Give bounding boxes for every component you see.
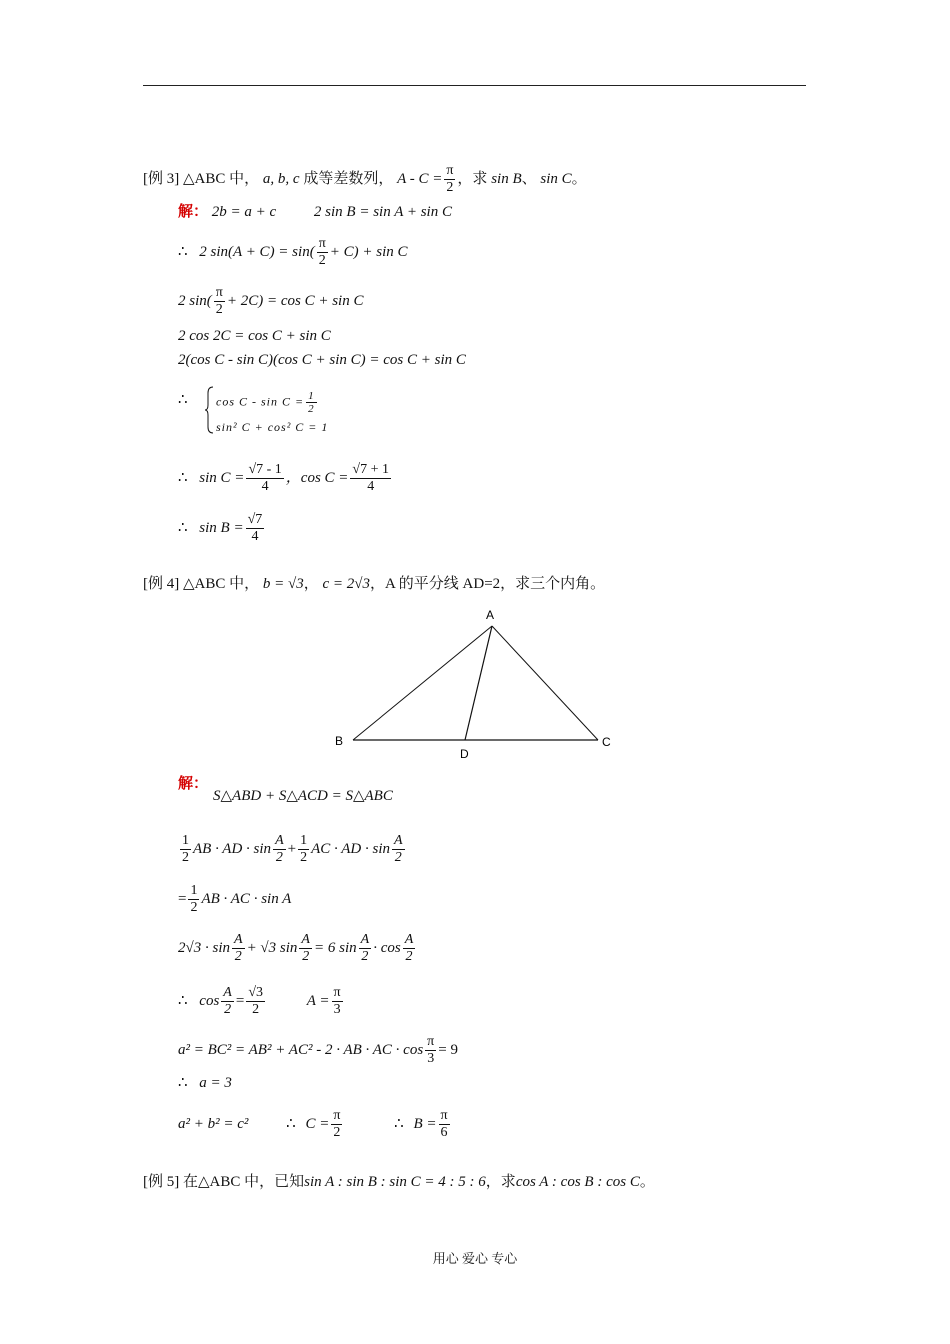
vertex-label-C: C	[602, 735, 611, 749]
vertex-label-A: A	[486, 608, 495, 622]
solution-label: 解：	[178, 204, 209, 220]
point-label-D: D	[460, 747, 469, 761]
triangle-figure	[330, 600, 630, 765]
header-rule	[143, 85, 806, 86]
fraction-pi-over-2: $\frac{\pi}{2}$	[446, 163, 454, 195]
solution-4-line-2: $\frac{1}{2}$ AB · AD · sin $\frac{A}{2}$ + $\frac{1}{2}$ AC · AD · sin $\frac{A}{2}$	[182, 833, 403, 865]
example-4-statement: [例 4] △ABC 中， b = √3， c = 2√3，A 的平分线 AD=2，求三个内角。	[143, 576, 606, 592]
vertex-label-B: B	[335, 734, 344, 748]
solution-3-line-2: ∴ 2 sin(A + C) = sin( $\frac{\pi}{2}$ + C) + sin C	[178, 236, 408, 268]
solution-4-line-7: ∴ a = 3	[178, 1075, 232, 1091]
system-equation-1: cos C - sin C = $\frac{1}{2}$	[216, 390, 315, 415]
solution-4-line-6: a² = BC² = AB² + AC² - 2 · AB · AC · cos $\frac{\pi}{3}$ = 9	[178, 1034, 458, 1066]
solution-3-line-1: 解： 2b = a + c 2 sin B = sin A + sin C	[178, 204, 452, 220]
example-4-label: [例 4]	[143, 576, 180, 592]
fraction-pi-over-2: $\frac{\pi}{2}$	[318, 236, 326, 268]
example-3-label: [例 3]	[143, 170, 180, 187]
solution-3-line-3: 2 sin( $\frac{\pi}{2}$ + 2C) = cos C + sin C	[178, 285, 364, 317]
example-5-label: [例 5]	[143, 1174, 180, 1190]
solution-3-line-8: ∴ sin B = $\frac{√7}{4}$	[178, 512, 263, 544]
side-AB	[353, 626, 492, 740]
solution-3-line-5: 2(cos C - sin C)(cos C + sin C) = cos C + sin C	[178, 352, 466, 368]
example-5-statement: [例 5] 在△ABC 中，已知sin A : sin B : sin C = 4 : 5 : 6，求cos A : cos B : cos C。	[143, 1174, 655, 1190]
page-footer: 用心 爱心 专心	[432, 1251, 518, 1266]
therefore-symbol: ∴	[178, 392, 188, 408]
bisector-AD	[465, 626, 492, 740]
solution-4-line-8: a² + b² = c² ∴ C = $\frac{\pi}{2}$ ∴ B = $\frac{\pi}{6}$	[178, 1108, 448, 1140]
solution-3-line-7: ∴ sin C = $\frac{√7 - 1}{4}$ ，cos C = $\frac{√7 + 1}{4}$	[178, 462, 390, 494]
example-3-statement: [例 3] △ABC 中， a, b, c 成等差数列， A - C = $\frac{\pi}{2}$ ，求 sin B、 sin C。	[143, 163, 587, 195]
solution-3-line-4: 2 cos 2C = cos C + sin C	[178, 328, 331, 344]
fraction-pi-over-2: $\frac{\pi}{2}$	[215, 285, 223, 317]
solution-4-line-4: 2√3 · sin $\frac{A}{2}$ + √3 sin $\frac{A}{2}$ = 6 sin $\frac{A}{2}$ · cos $\frac{A}{2}$	[178, 932, 414, 964]
system-brace	[205, 385, 215, 440]
solution-4-line-1: S△ABD + S△ACD = S△ABC	[213, 788, 393, 804]
therefore-symbol: ∴	[178, 243, 188, 260]
solution-4-line-5: ∴ cos $\frac{A}{2}$ = $\frac{√3}{2}$ A = $\frac{\pi}{3}$	[178, 985, 341, 1017]
solution-label: 解：	[178, 776, 209, 792]
solution-4-line-3: = $\frac{1}{2}$ AB · AC · sin A	[178, 883, 292, 915]
system-equation-2: sin² C + cos² C = 1	[216, 420, 329, 434]
side-AC	[492, 626, 598, 740]
